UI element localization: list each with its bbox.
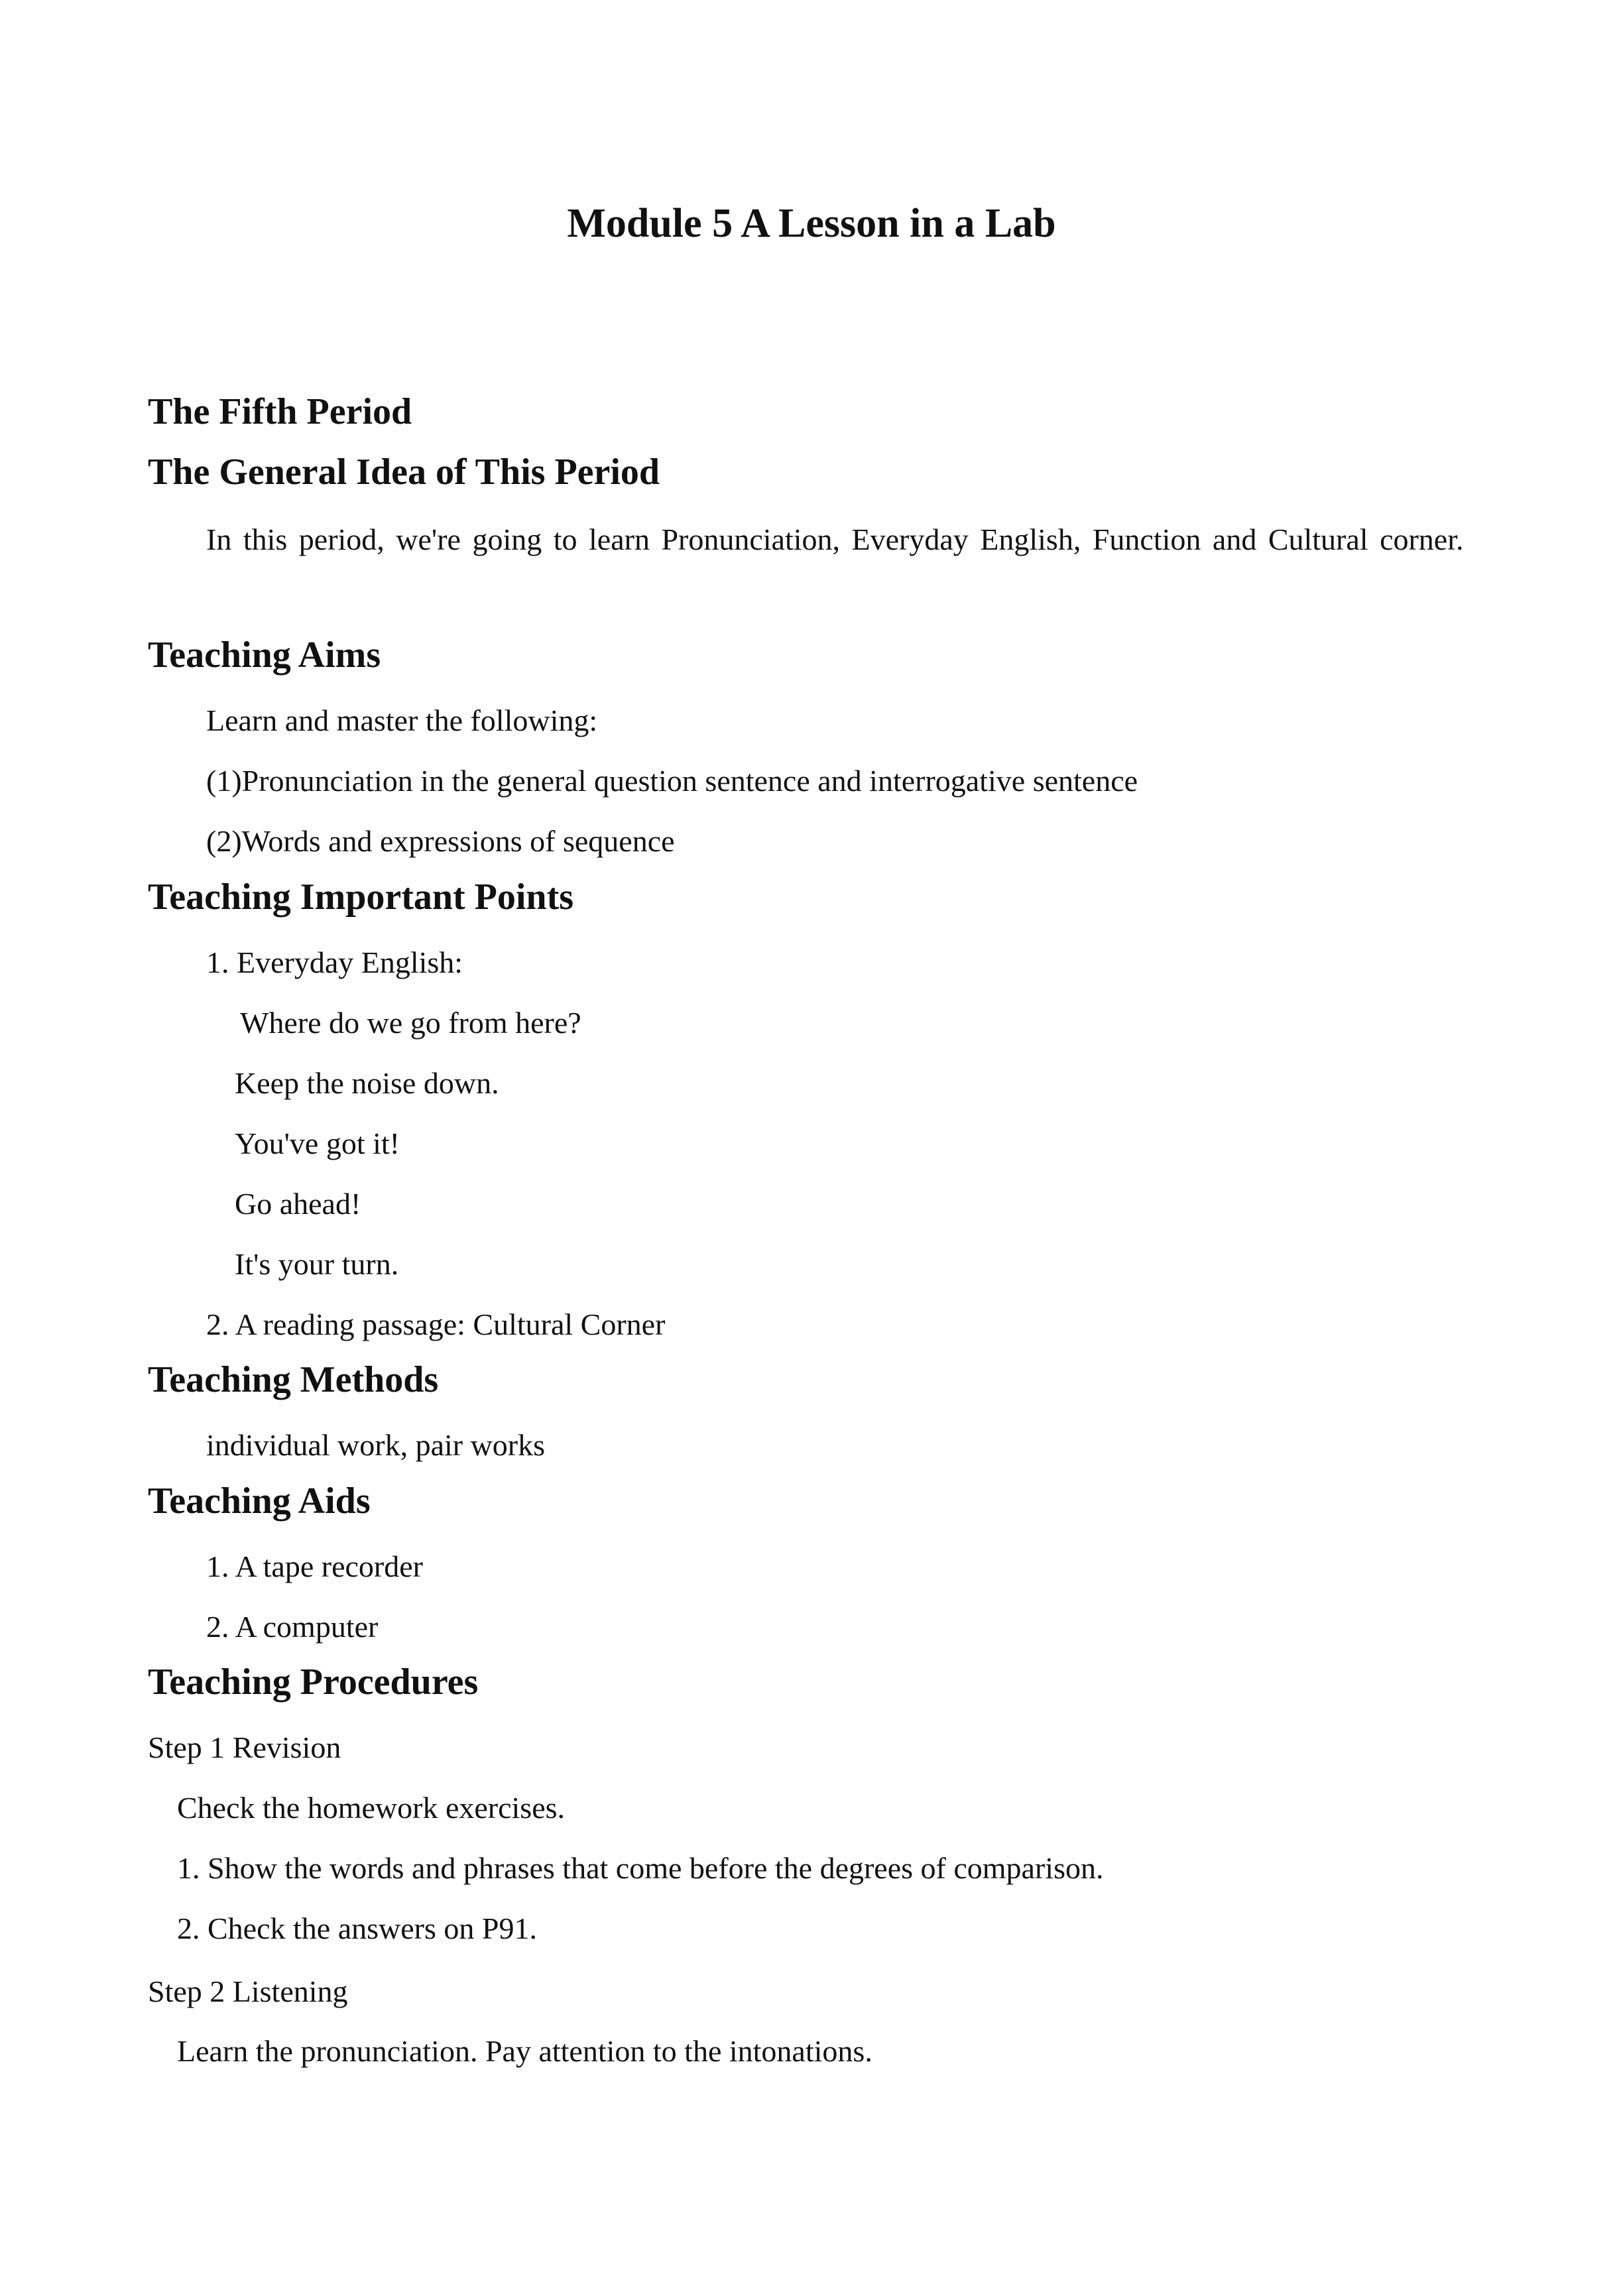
step-2-title: Step 2 Listening xyxy=(148,1974,348,2008)
aims-intro: Learn and master the following: xyxy=(206,703,598,737)
page-title: Module 5 A Lesson in a Lab xyxy=(567,201,1056,246)
step-1-line-1: Check the homework exercises. xyxy=(177,1791,566,1825)
aims-item-2: (2)Words and expressions of sequence xyxy=(206,824,675,858)
heading-general-idea: The General Idea of This Period xyxy=(148,452,660,493)
step-1-line-3: 2. Check the answers on P91. xyxy=(177,1911,537,1945)
aids-item-2: 2. A computer xyxy=(206,1610,379,1644)
step-1-line-2: 1. Show the words and phrases that come before the degrees of comparison. xyxy=(177,1851,1104,1885)
heading-important-points: Teaching Important Points xyxy=(148,876,574,918)
aids-item-1: 1. A tape recorder xyxy=(206,1549,423,1583)
step-2-line-1: Learn the pronunciation. Pay attention to the intonations. xyxy=(177,2034,872,2068)
methods-text: individual work, pair works xyxy=(206,1428,546,1462)
heading-teaching-methods: Teaching Methods xyxy=(148,1359,439,1400)
heading-teaching-aims: Teaching Aims xyxy=(148,634,381,676)
points-item-1: 1. Everyday English: xyxy=(206,945,463,979)
heading-teaching-procedures: Teaching Procedures xyxy=(148,1662,479,1703)
heading-teaching-aids: Teaching Aids xyxy=(148,1480,371,1522)
phrase-3: You've got it! xyxy=(235,1126,400,1160)
points-item-2: 2. A reading passage: Cultural Corner xyxy=(206,1307,666,1341)
general-idea-text: In this period, we're going to learn Pronunciation, Everyday English, Function and Cultural corner. xyxy=(206,522,1464,556)
aims-item-1: (1)Pronunciation in the general question sentence and interrogative sentence xyxy=(206,764,1138,798)
phrase-4: Go ahead! xyxy=(235,1187,361,1221)
heading-fifth-period: The Fifth Period xyxy=(148,391,412,432)
step-1-title: Step 1 Revision xyxy=(148,1730,341,1764)
phrase-5: It's your turn. xyxy=(235,1247,399,1281)
phrase-1: Where do we go from here? xyxy=(240,1006,581,1040)
phrase-2: Keep the noise down. xyxy=(235,1066,499,1100)
